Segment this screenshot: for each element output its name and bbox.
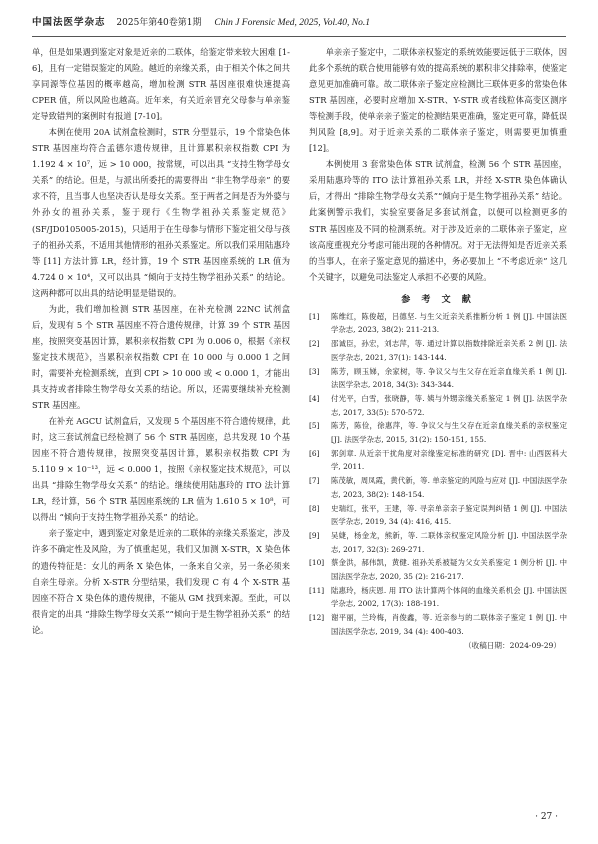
right-column — [309, 44, 567, 653]
reference-number: [5] — [309, 421, 320, 431]
reference-number: [9] — [309, 530, 320, 540]
reference-item — [309, 556, 567, 583]
reference-number: [1] — [309, 311, 320, 321]
reference-number: [10] — [309, 558, 325, 568]
reference-text: 陈芳，陈俭，徐惠萍，等. 争议父与生父存在近亲血缘关系的亲权鉴定 [J]. 法医学杂志, 2015, 31(2): 150-151, 155. — [331, 421, 567, 445]
reference-text: 陈茂敏，周凤霞，黄代新，等. 单亲鉴定的风险与应对 [J]. 中国法医学杂志, 2023, 38(2): 148-154. — [331, 476, 567, 499]
running-header — [32, 14, 566, 37]
reference-text: 陆惠玲，杨庆恩. 用 ITO 法计算两个体间的血缘关系机会 [J]. 中国法医学杂志, 2002, 17(3): 188-191. — [331, 585, 567, 609]
reference-item — [309, 611, 567, 638]
reference-text: 邵诚臣，孙宏，刘志萍，等. 通过计算以指数排除近亲关系 2 例 [J]. 法医学杂志, 2021, 37(1): 143-144. — [331, 339, 567, 362]
reference-text: 谢平丽，兰玲梅，肖俊鑫，等. 近亲参与的二联体亲子鉴定 1 例 [J]. 中国法医学杂志, 2019, 34 (4): 400-403. — [331, 613, 567, 636]
references-list — [309, 310, 567, 639]
paragraph: 亲子鉴定中，遇到鉴定对象是近亲的二联体的亲缘关系鉴定，涉及许多不确定性及风险，为了慎重起见，我们又加测 X-STR，X 染色体的遗传特征是：女儿的两条 X 染色体，一条来自父亲，另一条必须来自亲生母亲。分析 X-STR 分型结果，我们发现 C 有 4 个 X-STR 基因座不符合 X 染色体的遗传规律，不能从 GM 找到来源。至此，可以很肯定的出具 “排除生物学母女关系”“倾向于是生物学祖孙关系” 的结论。 — [32, 528, 290, 635]
reference-item — [309, 529, 567, 556]
paragraph: 单亲亲子鉴定中，二联体亲权鉴定的系统效能要远低于三联体，因此多个系统的联合使用能够有效的提高系统的累积非父排除率，使鉴定意见更加准确可靠。故二联体亲子鉴定应检测比三联体更多的常染色体 STR 基因座，必要时应增加 X-STR、Y-STR 或者线粒体高变区测序等检测手段，使单亲亲子鉴定的检测结果更准确，鉴定更可靠，降低误判风险 [8,9]。对于近亲关系的二联体亲子鉴定，则需要更加慎重 [12]。 — [309, 47, 567, 154]
reference-item — [309, 365, 567, 392]
reference-text: 蔡金洪，郝伟凯，黄健. 祖孙关系被疑为父女关系鉴定 1 例分析 [J]. 中国法医学杂志, 2020, 35 (2): 216-217. — [331, 558, 567, 582]
reference-item — [309, 337, 567, 364]
paragraph: 为此，我们增加检测 STR 基因座，在补充检测 22NC 试剂盒后，发现有 5 个 STR 基因座不符合遗传规律，计算 39 个 STR 基因座，按照突变基因计算，累积亲权指数 CPI 为 0.006 0，根据《亲权鉴定技术规范》，当累积亲权指数 CPI 在 10 000 与 0.000 1 之间时，需要补充检测系统，直到 CPI > 10 000 或 < 0.000 1，才能出具支持或者排除生物学母女关系的结论。所以，还需要继续补充检测 STR 基因座。 — [32, 303, 290, 411]
paragraph: 单，但是如果遇到鉴定对象是近亲的二联体，给鉴定带来较大困难 [1-6]，且有一定错误鉴定的风险。越近的亲缘关系，由于相关个体之间共享同源等位基因的概率越高，增加检测 STR 基因座很难快速提高 CPER 值，所以风险也越高。近年来，有关近亲冒充父母参与单亲鉴定导致错判的案例时有报道 [7-10]。 — [32, 47, 290, 122]
reference-item — [309, 474, 567, 501]
english-citation: Chin J Forensic Med, 2025, Vol.40, No.1 — [214, 18, 370, 28]
paragraph: 本例在使用 20A 试剂盒检测时，STR 分型显示，19 个常染色体 STR 基因座均符合孟德尔遗传规律，且计算累积亲权指数 CPI 为 1.192 4 × 10⁷，远 > 10 000，按常规，可以出具 “支持生物学母女关系” 的结论。但是，与派出所委托的需要得出 “非生物学母亲” 的要求不符，且当事人也坚决否认是母女关系。至于两者之间是否为外婆与外孙女的祖孙关系，鉴于现行《生物学祖孙关系鉴定规范》(SF/JD0105005-2015)，只适用于在生母参与情形下鉴定祖父母与孩子的祖孙关系，不适用其他情形的祖孙关系鉴定。所以我们采用陆惠玲等 [11] 方法计算 LR，经计算，19 个 STR 基因座系统的 LR 值为 4.724 0 × 10⁴，又可以出具 “倾向于支持生物学祖孙关系” 的结论。这两种都可以出具的结论明显是错误的。 — [32, 127, 290, 298]
reference-text: 史瑞红，张平，王建，等. 寻亲单亲亲子鉴定误判纠错 1 例 [J]. 中国法医学杂志, 2019, 34 (4): 416, 415. — [331, 503, 567, 527]
reference-item — [309, 392, 567, 419]
reference-number: [6] — [309, 448, 320, 458]
left-column — [32, 44, 290, 638]
reference-number: [7] — [309, 476, 320, 486]
reference-item — [309, 310, 567, 337]
reference-number: [11] — [309, 585, 325, 595]
reference-item — [309, 502, 567, 529]
reference-item — [309, 447, 567, 474]
issue-info: 2025年第40卷第1期 — [116, 18, 202, 28]
reference-number: [12] — [309, 613, 325, 623]
reference-text: 陈芳，顾玉娣，余家树，等. 争议父与生父存在近亲血缘关系 1 例 [J]. 法医学杂志, 2018, 34(3): 343-344. — [331, 366, 567, 390]
reference-number: [3] — [309, 366, 320, 376]
reference-number: [2] — [309, 339, 320, 349]
paragraph: 在补充 AGCU 试剂盒后，又发现 5 个基因座不符合遗传规律，此时，这三套试剂盒已经检测了 56 个 STR 基因座，总共发现 10 个基因座不符合遗传规律，按照突变基因计算，累积亲权指数 CPI 为 5.110 9 × 10⁻¹³，远 < 0.000 1，按照《亲权鉴定技术规范》，可以出具 “排除生物学母女关系” 的结论。继续使用陆惠玲的 ITO 法计算 LR，经计算，56 个 STR 基因座系统的 LR 值为 1.610 5 × 10⁸，可以得出 “倾向于支持生物学祖孙关系” 的结论。 — [32, 416, 290, 523]
paragraph: 本例使用 3 套常染色体 STR 试剂盒，检测 56 个 STR 基因座，采用陆惠玲等的 ITO 法计算祖孙关系 LR，并经 X-STR 染色体确认后，才得出 “排除生物学母女关系”“倾向于是生物学祖孙关系” 结论。此案例警示我们，实验室要备足多套试剂盒，以便可以检测更多的 STR 基因座及不同的检测系统。对于涉及近亲的二联体亲子鉴定，应该高度重视充分考虑可能出现的各种情况。对于无法得知是否近亲关系的当事人，在亲子鉴定意见的描述中，务必要加上 “不考虑近亲” 这几个关键字，以避免司法鉴定人承担不必要的风险。 — [309, 159, 567, 282]
page-number: · 27 · — [535, 812, 558, 822]
reference-text: 吴婕，杨金龙，熊新，等. 二联体亲权鉴定风险分析 [J]. 中国法医学杂志, 2017, 32(3): 269-271. — [331, 530, 567, 554]
reference-item — [309, 584, 567, 611]
reference-text: 郭剑章. 从近亲干扰角度对亲缘鉴定标准的研究 [D]. 晋中: 山西医科大学, 2011. — [331, 448, 567, 472]
reference-item — [309, 419, 567, 446]
reference-number: [4] — [309, 393, 320, 403]
reference-text: 付光平，白雪，张晓静，等. 姨与外甥亲缘关系鉴定 1 例 [J]. 法医学杂志, 2017, 33(5): 570-572. — [331, 393, 567, 417]
references-title: 参 考 文 献 — [401, 294, 475, 305]
reference-number: [8] — [309, 503, 320, 513]
received-date: （收稿日期：2024-09-29） — [464, 640, 561, 650]
reference-text: 陈维红，陈俊超，吕德坚. 与生父近亲关系推断分析 1 例 [J]. 中国法医学杂志, 2023, 38(2): 211-213. — [331, 311, 567, 335]
journal-name: 中国法医学杂志 — [32, 17, 106, 28]
